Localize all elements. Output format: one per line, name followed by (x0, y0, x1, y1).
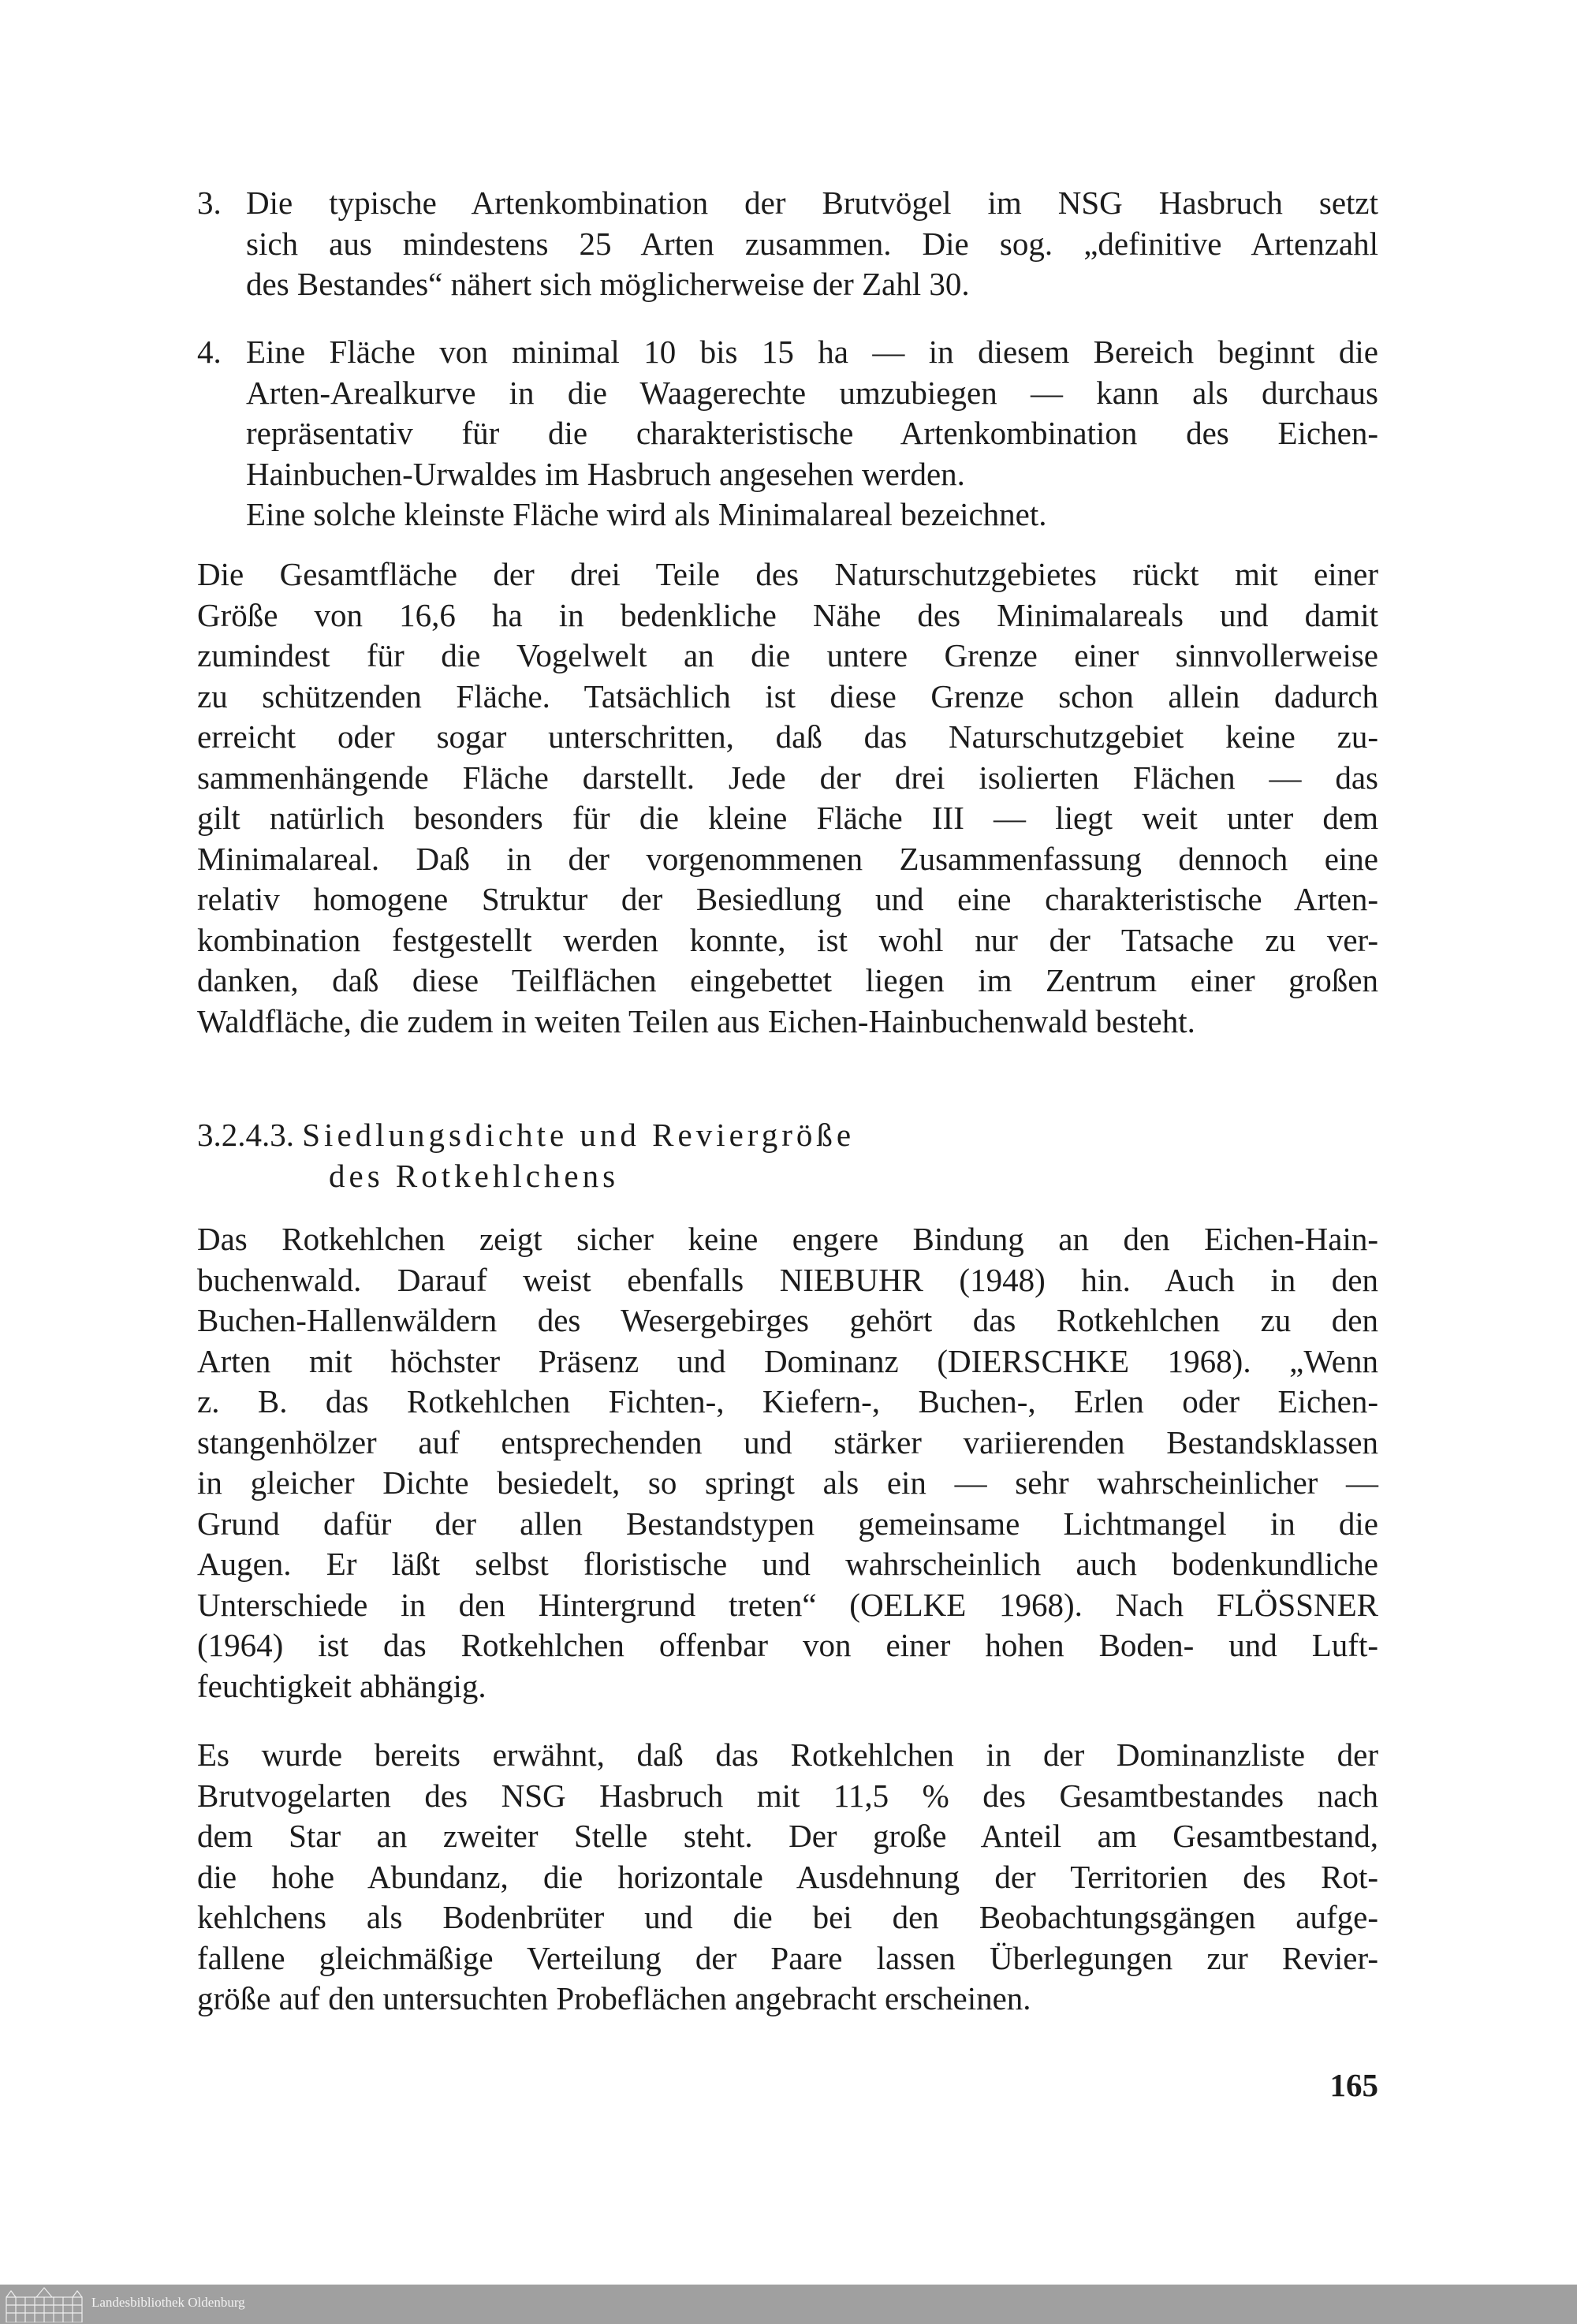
paragraph-2 (197, 1219, 1378, 1707)
text-line: sammenhängende Fläche darstellt. Jede der drei isolierten Flächen — das (197, 759, 1378, 796)
text-line: kombination festgestellt werden konnte, ist wohl nur der Tatsache zu ver- (197, 921, 1378, 958)
list-item-3 (197, 183, 1378, 305)
text-line: Augen. Er läßt selbst floristische und wahrscheinlich auch bodenkundliche (197, 1546, 1378, 1582)
text-line: Die typische Artenkombination der Brutvögel im NSG Hasbruch setzt (246, 185, 1378, 221)
text-line: feuchtigkeit abhängig. (197, 1667, 487, 1704)
text-line: z. B. das Rotkehlchen Fichten-, Kiefern-, Buchen-, Erlen oder Eichen- (197, 1383, 1378, 1419)
list-item-4 (197, 332, 1378, 535)
text-line: kehlchens als Bodenbrüter und die bei den Beobachtungsgängen aufge- (197, 1899, 1378, 1935)
section-heading (197, 1115, 855, 1196)
text-line: in gleicher Dichte besiedelt, so springt als ein — sehr wahrscheinlicher — (197, 1464, 1378, 1501)
text-line: Das Rotkehlchen zeigt sicher keine engere Bindung an den Eichen-Hain- (197, 1221, 1378, 1257)
text-line: Es wurde bereits erwähnt, daß das Rotkehlchen in der Dominanzliste der (197, 1736, 1378, 1773)
text-line: stangenhölzer auf entsprechenden und stärker variierenden Bestandsklassen (197, 1423, 1378, 1460)
text-line: Unterschiede in den Hintergrund treten“ (OELKE 1968). Nach FLÖSSNER (197, 1586, 1378, 1623)
text-line: Arten mit höchster Präsenz und Dominanz (DIERSCHKE 1968). „Wenn (197, 1342, 1378, 1379)
section-title-line1: Siedlungsdichte und Reviergröße (302, 1117, 856, 1153)
text-line: zumindest für die Vogelwelt an die untere Grenze einer sinnvollerweise (197, 637, 1378, 673)
text-line: dem Star an zweiter Stelle steht. Der große Anteil am Gesamtbestand, (197, 1818, 1378, 1854)
text-line: Hainbuchen-Urwaldes im Hasbruch angesehen werden. (246, 455, 965, 492)
text-line: größe auf den untersuchten Probeflächen angebracht erscheinen. (197, 1980, 1031, 2016)
text-line: Buchen-Hallenwäldern des Wesergebirges gehört das Rotkehlchen zu den (197, 1302, 1378, 1338)
list-number: 3. (197, 185, 222, 221)
text-line: (1964) ist das Rotkehlchen offenbar von einer hohen Boden- und Luft- (197, 1627, 1378, 1663)
library-name: Landesbibliothek Oldenburg (91, 2295, 245, 2310)
text-line: danken, daß diese Teilflächen eingebettet liegen im Zentrum einer großen (197, 962, 1378, 998)
text-line: fallene gleichmäßige Verteilung der Paare lassen Überlegungen zur Revier- (197, 1939, 1378, 1976)
text-line: Eine solche kleinste Fläche wird als Minimalareal bezeichnet. (246, 496, 1047, 532)
page-number: 165 (1329, 2067, 1378, 2103)
paragraph-3 (197, 1735, 1378, 2020)
text-line: gilt natürlich besonders für die kleine Fläche III — liegt weit unter dem (197, 800, 1378, 836)
text-line: die hohe Abundanz, die horizontale Ausdehnung der Territorien des Rot- (197, 1858, 1378, 1895)
section-number: 3.2.4.3. (197, 1117, 294, 1153)
text-line: Waldfläche, die zudem in weiten Teilen aus Eichen-Hainbuchenwald besteht. (197, 1002, 1195, 1039)
text-line: repräsentativ für die charakteristische Artenkombination des Eichen- (246, 415, 1378, 451)
text-line: des Bestandes“ nähert sich möglicherweise der Zahl 30. (246, 266, 970, 302)
list-number: 4. (197, 334, 222, 370)
text-line: Grund dafür der allen Bestandstypen gemeinsame Lichtmangel in die (197, 1505, 1378, 1542)
text-line: Eine Fläche von minimal 10 bis 15 ha — in diesem Bereich beginnt die (246, 334, 1378, 370)
text-line: zu schützenden Fläche. Tatsächlich ist diese Grenze schon allein dadurch (197, 677, 1378, 714)
text-line: buchenwald. Darauf weist ebenfalls NIEBUHR (1948) hin. Auch in den (197, 1261, 1378, 1298)
text-line: Größe von 16,6 ha in bedenkliche Nähe des Minimalareals und damit (197, 596, 1378, 633)
text-line: relativ homogene Struktur der Besiedlung und eine charakteristische Arten- (197, 881, 1378, 917)
text-line: erreicht oder sogar unterschritten, daß das Naturschutzgebiet keine zu- (197, 718, 1378, 755)
text-line: sich aus mindestens 25 Arten zusammen. Die sog. „definitive Artenzahl (246, 225, 1378, 262)
text-line: Brutvogelarten des NSG Hasbruch mit 11,5 % des Gesamtbestandes nach (197, 1777, 1378, 1814)
text-line: Minimalareal. Daß in der vorgenommenen Zusammenfassung dennoch eine (197, 840, 1378, 877)
text-line: Arten-Arealkurve in die Waagerechte umzubiegen — kann als durchaus (246, 374, 1378, 411)
text-line: Die Gesamtfläche der drei Teile des Naturschutzgebietes rückt mit einer (197, 556, 1378, 592)
footer-bar (0, 2285, 1577, 2324)
section-title-line2: des Rotkehlchens (329, 1157, 620, 1194)
paragraph-1 (197, 554, 1378, 1042)
library-building-logo-icon (5, 2286, 84, 2322)
